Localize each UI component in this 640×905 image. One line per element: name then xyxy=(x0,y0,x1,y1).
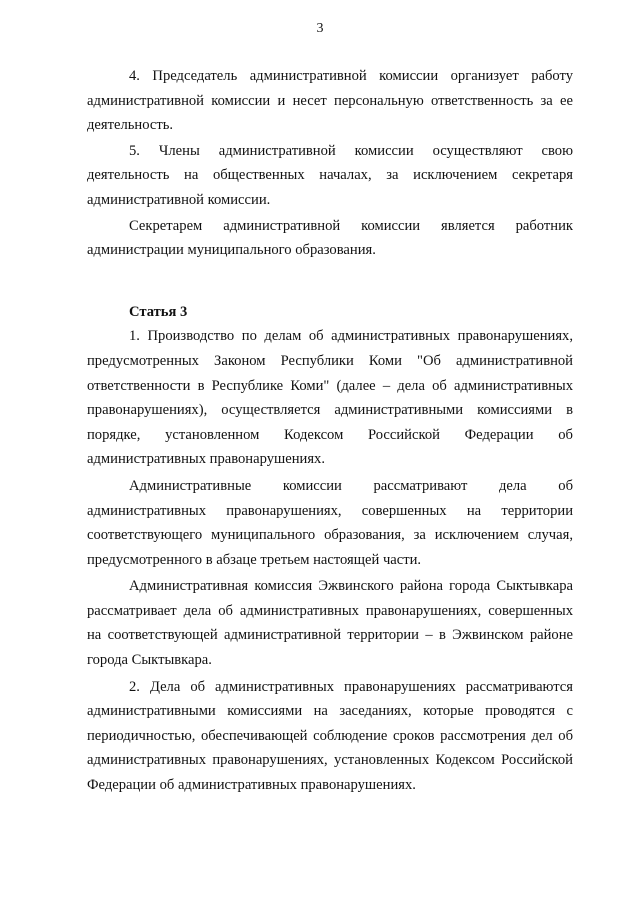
article-heading: Статья 3 xyxy=(129,303,188,320)
paragraph-proceedings: 1. Производство по делам об административных правонарушениях, предусмотренных Законом Республики Коми "Об административной ответственности в Республике Коми" (далее – дела об административных правонарушениях), осуществляется административными комиссиями в порядке, установленном Кодексом Российской Федерации об административных правонарушениях. xyxy=(87,328,573,468)
paragraph-members: 5. Члены административной комиссии осуществляют свою деятельность на общественных началах, за исключением секретаря административной комиссии. xyxy=(87,142,573,208)
paragraph-meetings: 2. Дела об административных правонарушениях рассматриваются административными комиссиями на заседаниях, которые проводятся с периодичностью, обеспечивающей соблюдение сроков рассмотрения дел об административных правонарушениях, установленных Кодексом Российской Федерации об административных правонарушениях. xyxy=(87,678,573,794)
paragraph-secretary: Секретарем административной комиссии является работник администрации муниципального образования. xyxy=(87,217,573,259)
paragraph-ezhva-commission: Административная комиссия Эжвинского района города Сыктывкара рассматривает дела об административных правонарушениях, совершенных на соответствующей административной территории – в Эжвинском районе города Сыктывкара. xyxy=(87,578,573,669)
paragraph-commissions-review: Административные комиссии рассматривают дела об административных правонарушениях, совершенных на территории соответствующего муниципального образования, за исключением случая, предусмотренного в абзаце третьем настоящей части. xyxy=(87,477,573,568)
paragraph-chairman: 4. Председатель административной комиссии организует работу административной комиссии и несет персональную ответственность за ее деятельность. xyxy=(87,68,573,134)
page-number: 3 xyxy=(316,21,324,36)
document-body xyxy=(87,64,573,798)
